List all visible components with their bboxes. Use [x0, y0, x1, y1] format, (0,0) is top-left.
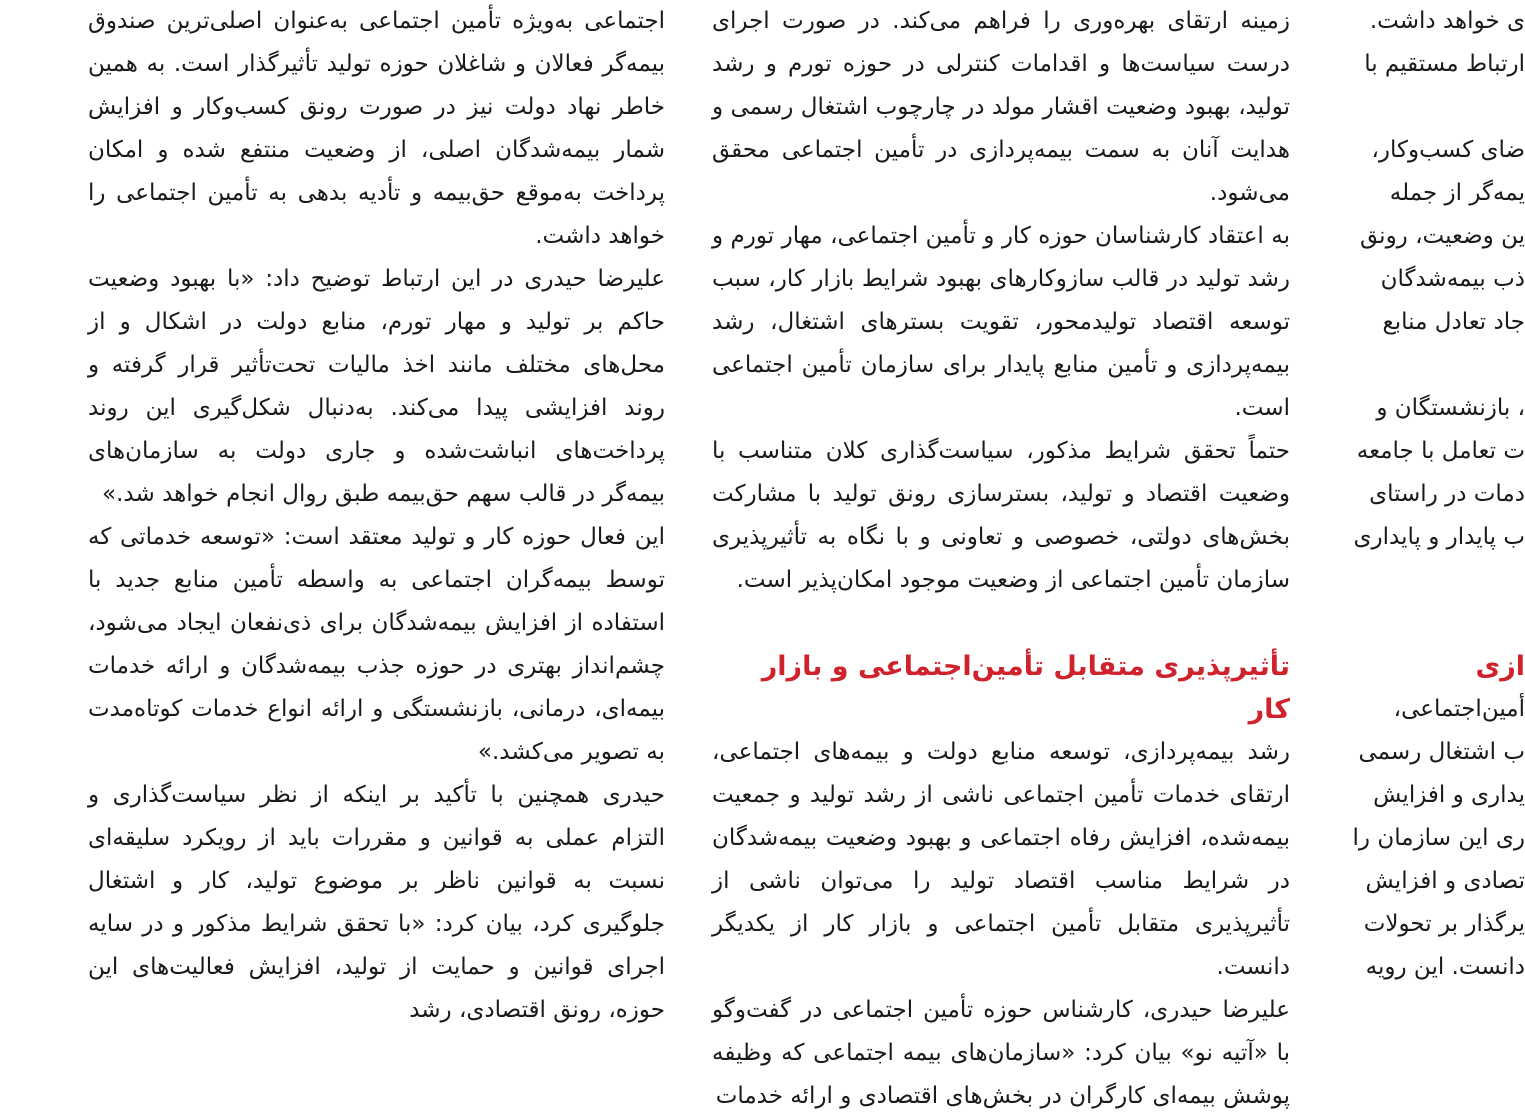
text-line: ری این سازمان را — [1352, 825, 1525, 851]
right-column-lines — [1335, 0, 1525, 989]
text-line: ی خواهد داشت. — [1369, 8, 1525, 34]
paragraph: علیرضا حیدری در این ارتباط توضیح داد: «با بهبود وضعیت حاکم بر تولید و مهار تورم، منابع دولت در اشکال و از محل‌های مختلف مانند اخذ مالیات تحت‌تأثیر قرار گرفته و روند افزایشی پیدا می‌کند. به‌دنبال شکل‌گیری این روند پرداخت‌های انباشت‌شده و جاری دولت به سازمان‌های بیمه‌گر در قالب سهم حق‌بیمه طبق روال انجام خواهد شد.» — [88, 266, 665, 507]
text-line: جاد تعادل منابع — [1382, 309, 1525, 335]
text-line: یداری و افزایش — [1373, 782, 1525, 808]
section-heading-fragment: ازی — [1475, 651, 1525, 682]
text-line: ب اشتغال رسمی — [1358, 739, 1525, 765]
paragraph: به اعتقاد کارشناسان حوزه کار و تأمین اجتماعی، مهار تورم و رشد تولید در قالب سازوکارهای بهبود شرایط بازار کار، سبب توسعه اقتصاد تولیدمحور، تقویت بسترهای اشتغال، رشد بیمه‌پردازی و تأمین منابع پایدار برای سازمان تأمین اجتماعی است. — [712, 223, 1290, 421]
text-line: ، بازنشستگان و — [1376, 395, 1525, 421]
text-line: یرگذار بر تحولات — [1363, 911, 1525, 937]
text-line: ین وضعیت، رونق — [1359, 223, 1525, 249]
paragraph: این فعال حوزه کار و تولید معتقد است: «توسعه خدماتی که توسط بیمه‌گران اجتماعی به واسطه تأمین منابع جدید با استفاده از افزایش بیمه‌شدگان برای ذی‌نفعان ایجاد می‌شود، چشم‌انداز بهتری در حوزه جذب بیمه‌شدگان و ارائه خدمات بیمه‌ای، درمانی، بازنشستگی و ارائه انواع خدمات کوتاه‌مدت به تصویر می‌کشد.» — [88, 524, 665, 765]
paragraph: حیدری همچنین با تأکید بر اینکه از نظر سیاست‌گذاری و التزام عملی به قوانین و مقررات باید از رویکرد سلیقه‌ای نسبت به قوانین ناظر بر موضوع تولید، کار و اشتغال جلوگیری کرد، بیان کرد: «با تحقق شرایط مذکور و در سایه اجرای قوانین و حمایت از تولید، افزایش فعالیت‌های این حوزه، رونق اقتصادی، رشد — [88, 782, 665, 1023]
text-line: أمین‌اجتماعی، — [1393, 696, 1525, 722]
spacer — [712, 602, 1290, 645]
text-line: ارتباط مستقیم با — [1364, 51, 1525, 77]
text-line: یمه‌گر از جمله — [1389, 180, 1525, 206]
article-column-middle — [712, 0, 1290, 1109]
text-line — [1335, 602, 1525, 645]
text-line: دانست. این رویه — [1365, 954, 1525, 980]
paragraph: حتماً تحقق شرایط مذکور، سیاست‌گذاری کلان متناسب با وضعیت اقتصاد و تولید، بسترسازی رونق تولید با مشارکت بخش‌های دولتی، خصوصی و تعاونی و با نگاه به تأثیرپذیری سازمان تأمین اجتماعی از وضعیت موجود امکان‌پذیر است. — [712, 438, 1290, 593]
paragraph: اجتماعی به‌ویژه تأمین اجتماعی به‌عنوان اصلی‌ترین صندوق بیمه‌گر فعالان و شاغلان حوزه تولید تأثیرگذار است. به همین خاطر نهاد دولت نیز در صورت رونق کسب‌وکار و افزایش شمار بیمه‌شدگان اصلی، از وضعیت منتفع شده و امکان پرداخت به‌موقع حق‌بیمه و تأدیه بدهی به تأمین اجتماعی را خواهد داشت. — [88, 8, 665, 249]
text-line: تصادی و افزایش — [1365, 868, 1525, 894]
paragraph: علیرضا حیدری، کارشناس حوزه تأمین اجتماعی در گفت‌وگو با «آتیه نو» بیان کرد: «سازمان‌های بیمه اجتماعی که وظیفه پوشش بیمه‌ای کارگران در بخش‌های اقتصادی و ارائه خدمات — [712, 997, 1290, 1109]
paragraph: زمینه ارتقای بهره‌وری را فراهم می‌کند. در صورت اجرای درست سیاست‌ها و اقدامات کنترلی در حوزه تورم و رشد تولید، بهبود وضعیت اقشار مولد در چارچوب اشتغال رسمی و هدایت آنان به سمت بیمه‌پردازی در تأمین اجتماعی محقق می‌شود. — [712, 8, 1290, 206]
text-line: ب پایدار و پایداری — [1353, 524, 1525, 550]
text-line — [1335, 86, 1525, 129]
section-heading: تأثیرپذیری متقابل تأمین‌اجتماعی و بازار کار — [761, 651, 1290, 725]
article-column-right — [1340, 0, 1525, 980]
text-line — [1335, 559, 1525, 602]
text-line — [1335, 344, 1525, 387]
text-line: ضای کسب‌وکار، — [1371, 137, 1525, 163]
text-line: دمات در راستای — [1369, 481, 1525, 507]
text-line: ذب بیمه‌شدگان — [1380, 266, 1525, 292]
text-line: ت تعامل با جامعه — [1356, 438, 1525, 464]
article-column-left — [88, 0, 665, 1023]
paragraph: رشد بیمه‌پردازی، توسعه منابع دولت و بیمه‌های اجتماعی، ارتقای خدمات تأمین اجتماعی ناشی از رشد تولید و جمعیت بیمه‌شده، افزایش رفاه اجتماعی و بهبود وضعیت بیمه‌شدگان در شرایط مناسب اقتصاد تولید را می‌توان ناشی از تأثیرپذیری متقابل تأمین اجتماعی و بازار کار از یکدیگر دانست. — [712, 739, 1290, 980]
